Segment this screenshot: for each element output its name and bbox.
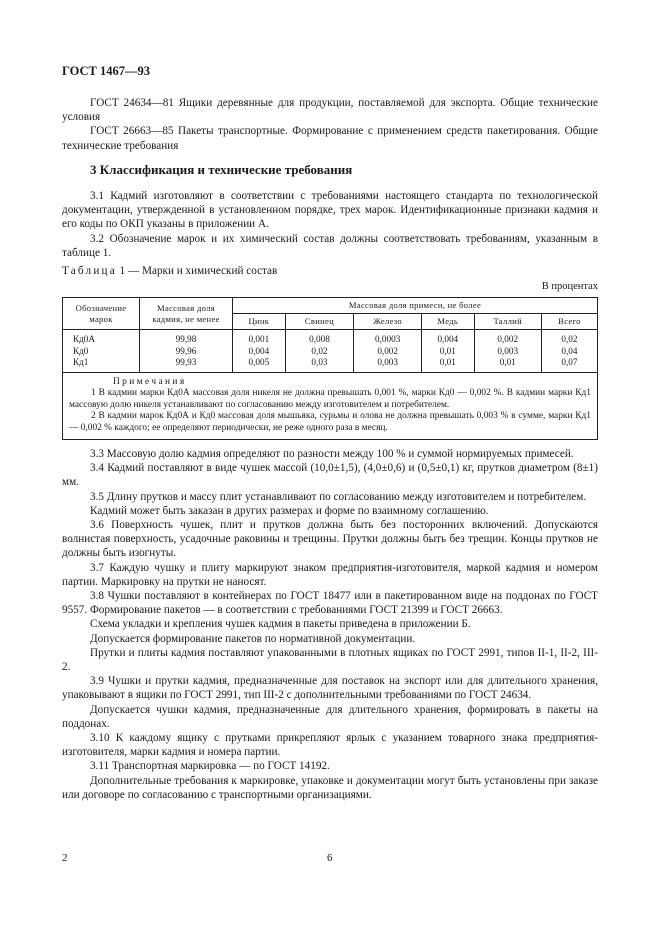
paragraph-3-3: 3.3 Массовую долю кадмия определяют по разности между 100 % и суммой нормируемых примесей. xyxy=(90,447,574,460)
notes-heading: Примечания xyxy=(113,376,187,387)
table-caption xyxy=(62,264,598,278)
header-impurities: Массовая доля примеси, не более xyxy=(233,298,598,314)
cell-iron: 0,003 xyxy=(354,357,422,372)
paragraph-3-8-scheme: Схема укладки и крепления чушек кадмия в пакеты приведена в приложении Б. xyxy=(90,618,471,631)
cell-lead: 0,02 xyxy=(285,346,354,358)
table-header-row xyxy=(63,298,598,314)
table-caption-word: Таблица xyxy=(62,265,117,278)
cell-zinc: 0,001 xyxy=(233,330,286,346)
cell-grade: Кд0 xyxy=(63,346,140,358)
table-units: В процентах xyxy=(541,281,598,293)
paragraph-3-6: 3.6 Поверхность чушек, плит и прутков должна быть без посторонних включений. Допускаются волнистая поверхность, усадочные раковины и трещины. Прутки должны быть без трещин. Концы прутков не должны быть изогнуты. xyxy=(62,518,598,560)
reference-gost-26663: ГОСТ 26663—85 Пакеты транспортные. Формирование с применением средств пакетирования. Общие технические требования xyxy=(62,125,598,152)
paragraph-3-7: 3.7 Каждую чушку и плиту маркируют знаком предприятия-изготовителя, маркой кадмия и номером партии. Маркировку на прутки не наносят. xyxy=(62,561,598,588)
cell-total: 0,02 xyxy=(541,330,597,346)
table-row xyxy=(63,357,598,372)
cell-copper: 0,01 xyxy=(422,346,475,358)
header-thallium: Таллий xyxy=(474,314,541,330)
cell-cadmium: 99,93 xyxy=(140,357,233,372)
cell-zinc: 0,004 xyxy=(233,346,286,358)
table-caption-text: 1 — Марки и химический состав xyxy=(116,265,278,278)
cell-zinc: 0,005 xyxy=(233,357,286,372)
cell-total: 0,07 xyxy=(541,357,597,372)
header-iron: Железо xyxy=(354,314,422,330)
paragraph-3-9-allowed: Допускается чушки кадмия, предназначенные для длительного хранения, формировать в пакеты на поддонах. xyxy=(62,703,598,730)
paragraph-3-8: 3.8 Чушки поставляют в контейнерах по ГОСТ 18477 или в пакетированном виде на поддонах по ГОСТ 9557. Формирование пакетов — в соответствии с требованиями ГОСТ 21399 и ГОСТ 26663. xyxy=(62,590,598,617)
cell-total: 0,04 xyxy=(541,346,597,358)
page-number-center: 6 xyxy=(327,852,333,864)
header-lead: Свинец xyxy=(285,314,354,330)
paragraph-3-5: 3.5 Длину прутков и массу плит устанавливают по согласованию между изготовителем и потребителем. xyxy=(90,490,587,503)
note-2: 2 В кадмии марок Кд0А и Кд0 массовая доля мышьяка, сурьмы и олова не должна превышать 0,003 % в сумме, марки Кд1 — 0,002 % каждого; ее определяют периодически, не реже одного раза в месяц. xyxy=(69,411,591,433)
section-title: 3 Классификация и технические требования xyxy=(90,161,353,177)
paragraph-3-9: 3.9 Чушки и прутки кадмия, предназначенные для поставок на экспорт или для длительного хранения, упаковывают в ящики по ГОСТ 2991, тип III-2 с дополнительными требованиями по ГОСТ 24634. xyxy=(62,675,598,702)
page-number-left: 2 xyxy=(62,852,68,864)
header-zinc: Цинк xyxy=(233,314,286,330)
paragraph-3-5-note: Кадмий может быть заказан в других размерах и форме по взаимному соглашению. xyxy=(90,504,489,517)
document-body xyxy=(62,96,598,802)
cell-cadmium: 99,96 xyxy=(140,346,233,358)
table-notes xyxy=(63,372,598,439)
table-row xyxy=(63,346,598,358)
paragraph-3-8-rods: Прутки и плиты кадмия поставляют упакованными в плотных ящиках по ГОСТ 2991, типов II-1, II-2, III-2. xyxy=(62,646,598,674)
grades-composition-table xyxy=(62,297,598,440)
cell-iron: 0,0003 xyxy=(354,330,422,346)
cell-copper: 0,01 xyxy=(422,357,475,372)
cell-grade: Кд0А xyxy=(63,330,140,346)
paragraph-3-2: 3.2 Обозначение марок и их химический состав должны соответствовать требованиям, указанным в таблице 1. xyxy=(62,232,598,259)
cell-copper: 0,004 xyxy=(422,330,475,346)
paragraph-3-10: 3.10 К каждому ящику с прутками прикрепляют ярлык с указанием товарного знака предприятия-изготовителя, марки кадмия и номера партии. xyxy=(62,732,598,759)
cell-lead: 0,03 xyxy=(285,357,354,372)
cell-cadmium: 99,98 xyxy=(140,330,233,346)
header-grade: Обозначение марок xyxy=(63,298,140,330)
cell-thallium: 0,002 xyxy=(474,330,541,346)
cell-thallium: 0,01 xyxy=(474,357,541,372)
header-cadmium-mass: Массовая доля кадмия, не менее xyxy=(140,298,233,330)
cell-grade: Кд1 xyxy=(63,357,140,372)
cell-iron: 0,002 xyxy=(354,346,422,358)
paragraph-additional: Дополнительные требования к маркировке, упаковке и документации могут быть установлены при заказе или договоре по согласованию с транспортными организациями. xyxy=(62,774,598,801)
table-row xyxy=(63,330,598,346)
standard-code-header: ГОСТ 1467—93 xyxy=(62,64,151,78)
paragraph-3-1: 3.1 Кадмий изготовляют в соответствии с требованиями настоящего стандарта по технологической документации, утвержденной в установленном порядке, трех марок. Идентификационные признаки кадмия и его коды по ОКП указаны в приложении А. xyxy=(62,190,598,231)
header-total: Всего xyxy=(541,314,597,330)
paragraph-3-11: 3.11 Транспортная маркировка — по ГОСТ 14192. xyxy=(90,760,330,773)
header-copper: Медь xyxy=(422,314,475,330)
cell-lead: 0,008 xyxy=(285,330,354,346)
note-1: 1 В кадмии марки Кд0А массовая доля никеля не должна превышать 0,001 %, марки Кд0 — 0,002 %. В кадмии марки Кд1 массовую долю никеля устанавливают по согласованию между изготовителем и потребителем. xyxy=(69,388,591,410)
paragraph-3-4: 3.4 Кадмий поставляют в виде чушек массой (10,0±1,5), (4,0±0,6) и (0,5±0,1) кг, прутков диаметром (8±1) мм. xyxy=(62,462,598,489)
table-notes-row xyxy=(63,372,598,439)
paragraph-3-8-allowed: Допускается формирование пакетов по нормативной документации. xyxy=(90,632,416,645)
reference-gost-24634: ГОСТ 24634—81 Ящики деревянные для продукции, поставляемой для экспорта. Общие технические условия xyxy=(62,97,598,124)
cell-thallium: 0,003 xyxy=(474,346,541,358)
